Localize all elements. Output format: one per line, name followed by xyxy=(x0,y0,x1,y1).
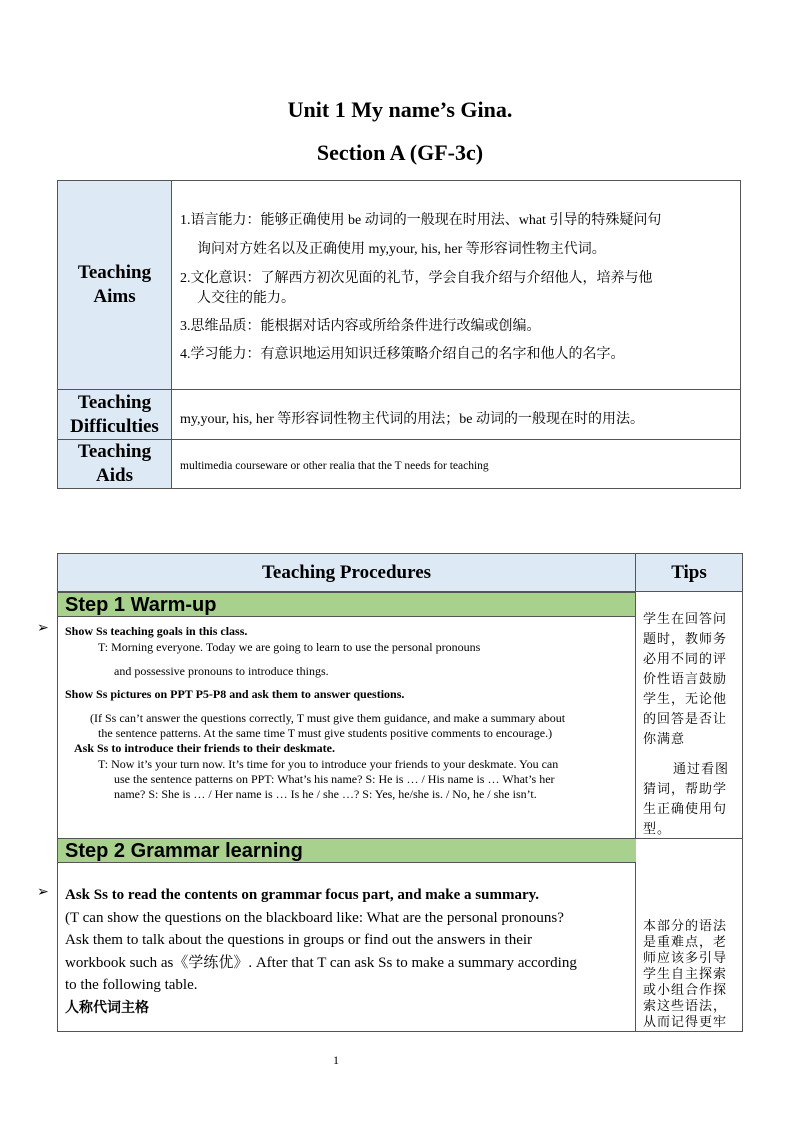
aids-content: multimedia courseware or other realia that the T needs for teaching xyxy=(180,460,489,472)
aim-line: 2.文化意识：了解西方初次见面的礼节，学会自我介绍与介绍他人，培养与他 xyxy=(180,271,653,286)
aim-line: 询问对方姓名以及正确使用 my,your, his, her 等形容词性物主代词。 xyxy=(197,242,606,257)
step1-line: Show Ss teaching goals in this class. xyxy=(65,624,248,638)
tip-line: 型。 xyxy=(643,822,672,837)
aim-line: 3.思维品质：能根据对话内容或所给条件进行改编或创编。 xyxy=(180,319,541,334)
bullet-arrow-icon: ➢ xyxy=(37,620,49,636)
column-divider xyxy=(635,554,636,1031)
aim-line: 4.学习能力：有意识地运用知识迁移策略介绍自己的名字和他人的名字。 xyxy=(180,347,625,362)
step1-line: T: Now it’s your turn now. It’s time for you to introduce your friends to your deskmate. You can xyxy=(98,757,559,771)
aids-label xyxy=(58,440,172,488)
difficulties-label-line: Difficulties xyxy=(70,415,159,437)
tip-line: 索这些语法， xyxy=(643,999,728,1014)
procedures-table xyxy=(57,553,743,1032)
tip-line: 从而记得更牢 xyxy=(643,1015,728,1030)
section-title: Section A (GF-3c) xyxy=(316,140,484,165)
step1-line: the sentence patterns. At the same time T must give students positive comments to encourage.) xyxy=(98,726,553,740)
tip-line: 本部分的语法 xyxy=(643,919,728,934)
page-number: 1 xyxy=(333,1053,339,1067)
tip-line: 猜词，帮助学 xyxy=(643,782,728,797)
difficulties-label-line: Teaching xyxy=(77,391,152,413)
step2-line: 人称代词主格 xyxy=(65,1000,149,1016)
tip-line: 学生在回答问 xyxy=(643,612,728,627)
tip-line: 的回答是否让 xyxy=(643,712,728,727)
tip-line: 师应该多引导 xyxy=(643,951,728,966)
difficulties-label xyxy=(58,390,172,439)
tip-line: 学生自主探索 xyxy=(643,967,728,982)
step1-line: T: Morning everyone. Today we are going to learn to use the personal pronouns xyxy=(98,640,481,654)
tip-line: 价性语言鼓励 xyxy=(643,672,728,687)
step2-title: Step 2 Grammar learning xyxy=(58,838,636,863)
bullet-arrow-icon: ➢ xyxy=(37,884,49,900)
aims-label-line: Aims xyxy=(93,286,136,307)
tip-line: 是重难点，老 xyxy=(643,935,728,950)
tip-line: 通过看图 xyxy=(673,762,730,777)
step2-line: (T can show the questions on the blackboard like: What are the personal pronouns? xyxy=(65,910,564,926)
aids-label-line: Aids xyxy=(96,465,133,486)
step1-line: (If Ss can’t answer the questions correctly, T must give them guidance, and make a summary about xyxy=(90,711,566,725)
tips-header: Tips xyxy=(636,554,742,592)
difficulties-content: my,your, his, her 等形容词性物主代词的用法；be 动词的一般现在时的用法。 xyxy=(180,412,645,427)
step2-line: to the following table. xyxy=(65,977,198,993)
tip-line: 你满意 xyxy=(643,732,686,747)
info-table xyxy=(57,180,741,489)
tip-line: 学生，无论他 xyxy=(643,692,728,707)
aims-content xyxy=(180,205,732,385)
step2-line: workbook such as《学练优》. After that T can ask Ss to make a summary according xyxy=(65,955,577,971)
tip-line: 题时，教师务 xyxy=(643,632,728,647)
aids-label-line: Teaching xyxy=(77,441,152,462)
procedures-header: Teaching Procedures xyxy=(58,554,635,592)
step1-line: use the sentence patterns on PPT: What’s his name? S: He is … / His name is … What’s her xyxy=(114,772,555,786)
step2-line: Ask them to talk about the questions in groups or find out the answers in their xyxy=(65,932,533,948)
step2-line: Ask Ss to read the contents on grammar focus part, and make a summary. xyxy=(65,887,540,903)
tips-divider xyxy=(635,838,742,839)
aim-line: 1.语言能力：能够正确使用 be 动词的一般现在时用法、what 引导的特殊疑问句 xyxy=(180,213,662,228)
unit-title: Unit 1 My name’s Gina. xyxy=(287,97,513,122)
step1-line: Show Ss pictures on PPT P5-P8 and ask them to answer questions. xyxy=(65,687,405,701)
tip-line: 或小组合作探 xyxy=(643,983,728,998)
step1-line: and possessive pronouns to introduce things. xyxy=(114,664,329,678)
aim-line: 人交往的能力。 xyxy=(197,291,295,306)
tip-line: 必用不同的评 xyxy=(643,652,728,667)
aims-label xyxy=(58,181,172,389)
step1-title: Step 1 Warm-up xyxy=(58,592,635,617)
aims-label-line: Teaching xyxy=(77,262,152,283)
tip-line: 生正确使用句 xyxy=(643,802,728,817)
step1-line: name? S: She is … / Her name is … Is he / she …? S: Yes, he/she is. / No, he / she isn’t. xyxy=(114,787,537,801)
step1-line: Ask Ss to introduce their friends to their deskmate. xyxy=(74,741,335,755)
